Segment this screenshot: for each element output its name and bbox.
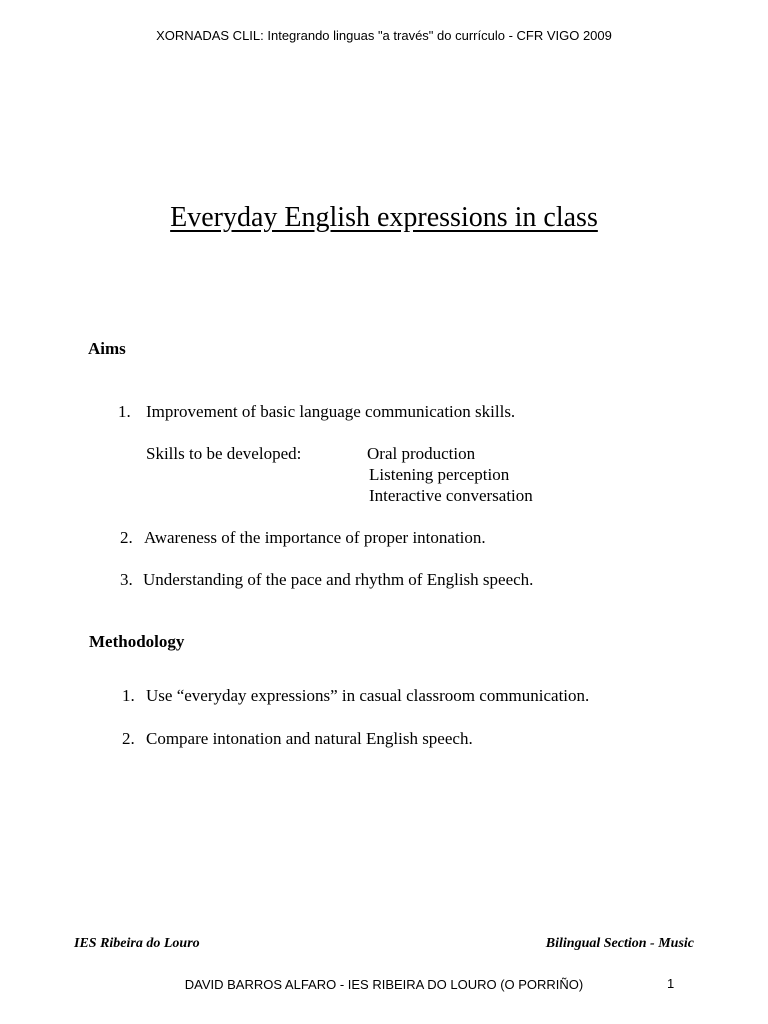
skill-listening-perception: Listening perception	[369, 465, 510, 484]
footer-author: DAVID BARROS ALFARO - IES RIBEIRA DO LOURO (O PORRIÑO)	[184, 977, 584, 992]
document-title: Everyday English expressions in class	[170, 202, 598, 233]
aims-item-3-number: 3.	[120, 570, 133, 589]
aims-heading: Aims	[88, 339, 126, 358]
footer-school: IES Ribeira do Louro	[74, 936, 200, 951]
methodology-item-1-text: Use “everyday expressions” in casual classroom communication.	[146, 686, 590, 705]
skill-oral-production: Oral production	[367, 444, 476, 463]
page-number: 1	[667, 976, 675, 991]
aims-item-2-text: Awareness of the importance of proper intonation.	[144, 528, 486, 547]
aims-item-2-number: 2.	[120, 528, 133, 547]
skill-interactive-conversation: Interactive conversation	[369, 486, 533, 505]
aims-item-1-text: Improvement of basic language communication skills.	[146, 402, 516, 421]
aims-item-1-number: 1.	[118, 402, 131, 421]
skills-label: Skills to be developed:	[146, 444, 302, 463]
methodology-item-2-text: Compare intonation and natural English speech.	[146, 729, 473, 748]
methodology-heading: Methodology	[89, 632, 185, 651]
methodology-item-1-number: 1.	[122, 686, 135, 705]
methodology-item-2-number: 2.	[122, 729, 135, 748]
footer-section: Bilingual Section - Music	[545, 936, 694, 951]
page-header: XORNADAS CLIL: Integrando linguas "a través" do currículo - CFR VIGO 2009	[156, 28, 612, 43]
aims-item-3-text: Understanding of the pace and rhythm of English speech.	[143, 570, 534, 589]
